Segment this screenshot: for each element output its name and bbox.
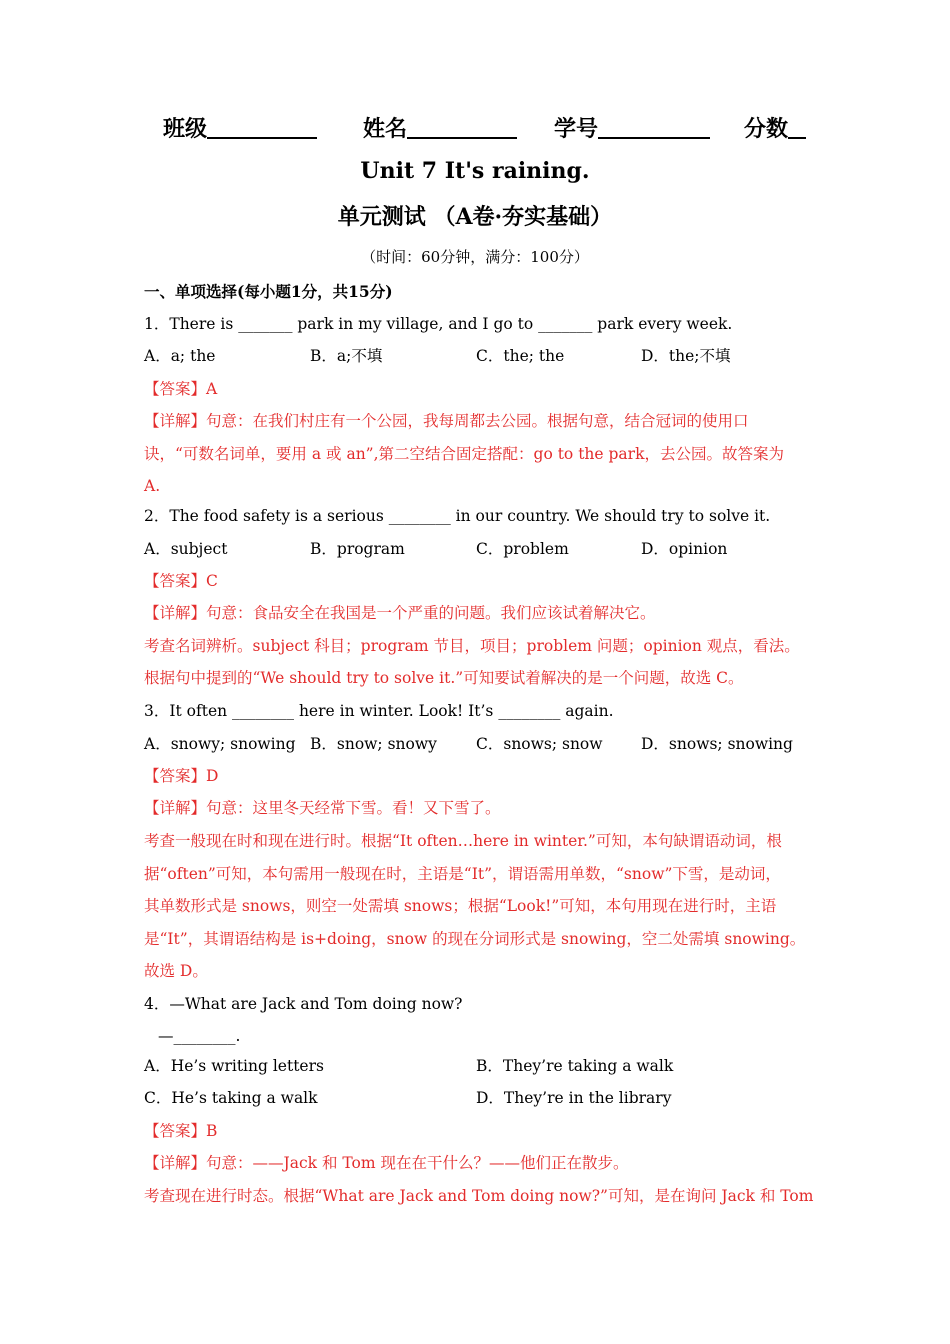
score-field bbox=[744, 112, 806, 143]
question-4-response: —________. bbox=[158, 1027, 241, 1045]
q1-explain-line: A. bbox=[144, 477, 161, 495]
score-label: 分数 bbox=[744, 116, 789, 142]
q1-explain-line: 【详解】句意：在我们村庄有一个公园，我每周都去公园。根据句意，结合冠词的使用口 bbox=[144, 412, 749, 430]
q2-explain-line: 根据句中提到的“We should try to solve it.”可知要试着解决的是一个问题，故选 C。 bbox=[144, 669, 744, 687]
time-info: （时间：60分钟，满分：100分） bbox=[361, 248, 589, 266]
q1-option-b: B．a;不填 bbox=[310, 347, 383, 365]
q3-explain-line: 据“often”可知，本句需用一般现在时，主语是“It”，谓语需用单数，“snow”下雪，是动词， bbox=[144, 865, 781, 883]
q1-explain-line: 诀，“可数名词单，要用 a 或 an”,第二空结合固定搭配：go to the park，去公园。故答案为 bbox=[144, 445, 784, 463]
name-blank[interactable] bbox=[407, 113, 517, 139]
student-info-header bbox=[0, 112, 950, 148]
unit-title: Unit 7 It's raining. bbox=[360, 158, 590, 184]
q1-option-d: D．the;不填 bbox=[641, 347, 731, 365]
q4-option-d: D．They’re in the library bbox=[476, 1089, 672, 1107]
q2-explain-line: 【详解】句意：食品安全在我国是一个严重的问题。我们应该试着解决它。 bbox=[144, 604, 656, 622]
test-subtitle: 单元测试 （A卷·夯实基础） bbox=[337, 204, 613, 230]
q2-option-a: A．subject bbox=[144, 540, 228, 558]
q3-option-c: C．snows; snow bbox=[476, 735, 603, 753]
class-label: 班级 bbox=[163, 116, 208, 142]
q4-option-a: A．He’s writing letters bbox=[144, 1057, 324, 1075]
class-blank[interactable] bbox=[207, 113, 317, 139]
name-label: 姓名 bbox=[363, 116, 408, 142]
q3-explain-line: 其单数形式是 snows，则空一处需填 snows；根据“Look!”可知，本句用现在进行时，主语 bbox=[144, 897, 777, 915]
q3-explain-line: 考查一般现在时和现在进行时。根据“It often…here in winter.”可知，本句缺谓语动词，根 bbox=[144, 832, 782, 850]
q3-answer: 【答案】D bbox=[144, 767, 219, 785]
question-2-stem: 2．The food safety is a serious ________ in our country. We should try to solve it. bbox=[144, 507, 771, 525]
id-blank[interactable] bbox=[598, 113, 710, 139]
q1-answer: 【答案】A bbox=[144, 380, 218, 398]
q1-option-a: A．a; the bbox=[144, 347, 216, 365]
name-field bbox=[363, 112, 517, 143]
question-1-stem: 1．There is _______ park in my village, and I go to _______ park every week. bbox=[144, 315, 733, 333]
q3-option-a: A．snowy; snowing bbox=[144, 735, 296, 753]
q4-explain-line: 【详解】句意：——Jack 和 Tom 现在在干什么？——他们正在散步。 bbox=[144, 1154, 629, 1172]
q2-option-d: D．opinion bbox=[641, 540, 728, 558]
q2-option-c: C．problem bbox=[476, 540, 569, 558]
q3-explain-line: 故选 D。 bbox=[144, 962, 208, 980]
class-field bbox=[163, 112, 317, 143]
question-3-stem: 3．It often ________ here in winter. Look! It’s ________ again. bbox=[144, 702, 614, 720]
id-label: 学号 bbox=[554, 116, 599, 142]
q2-option-b: B．program bbox=[310, 540, 405, 558]
q3-explain-line: 是“It”，其谓语结构是 is+doing，snow 的现在分词形式是 snowing，空二处需填 snowing。 bbox=[144, 930, 806, 948]
q3-explain-line: 【详解】句意：这里冬天经常下雪。看！又下雪了。 bbox=[144, 799, 501, 817]
q4-option-c: C．He’s taking a walk bbox=[144, 1089, 318, 1107]
q3-option-b: B．snow; snowy bbox=[310, 735, 437, 753]
q4-explain-line: 考查现在进行时态。根据“What are Jack and Tom doing now?”可知，是在询问 Jack 和 Tom bbox=[144, 1187, 814, 1205]
q3-option-d: D．snows; snowing bbox=[641, 735, 793, 753]
id-field bbox=[554, 112, 710, 143]
q4-option-b: B．They’re taking a walk bbox=[476, 1057, 674, 1075]
q4-answer: 【答案】B bbox=[144, 1122, 218, 1140]
question-4-stem: 4．—What are Jack and Tom doing now? bbox=[144, 995, 463, 1013]
section-heading: 一、单项选择(每小题1分，共15分) bbox=[144, 282, 393, 301]
q2-answer: 【答案】C bbox=[144, 572, 218, 590]
q1-option-c: C．the; the bbox=[476, 347, 565, 365]
q2-explain-line: 考查名词辨析。subject 科目；program 节目，项目；problem 问题；opinion 观点，看法。 bbox=[144, 637, 800, 655]
score-blank[interactable] bbox=[788, 113, 806, 139]
